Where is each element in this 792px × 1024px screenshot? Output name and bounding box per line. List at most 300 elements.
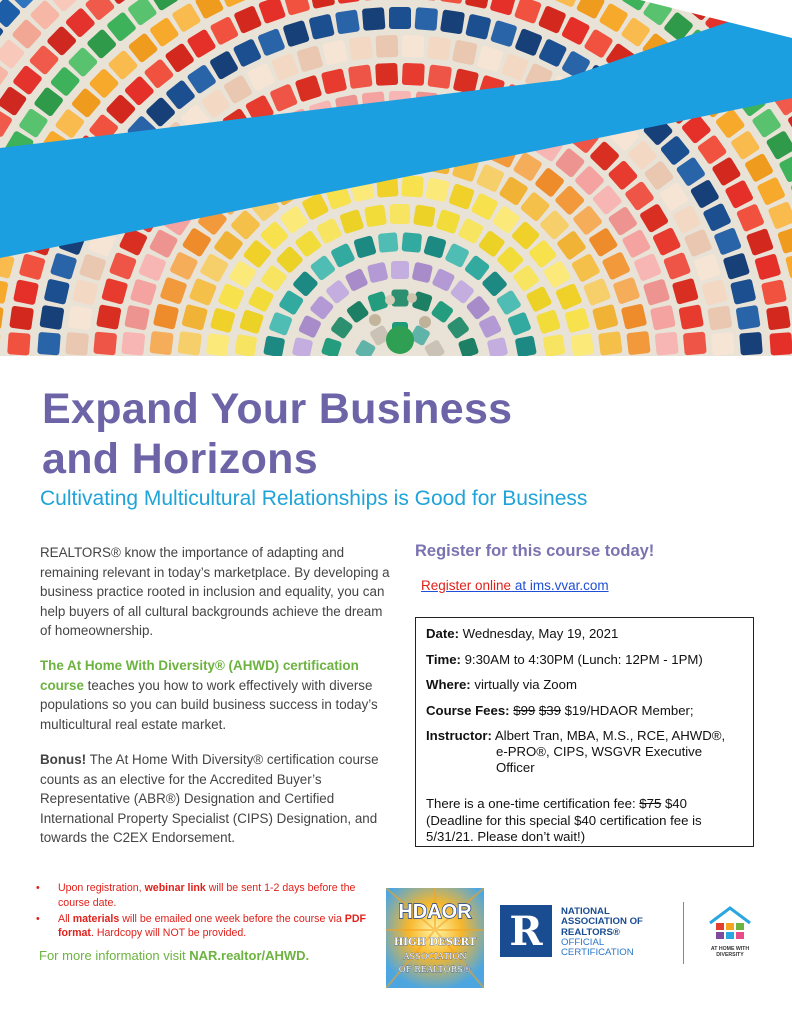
hero-mosaic-image [0,0,792,356]
ahwd-paragraph-text: teaches you how to work effectively with diverse populations so you can build business success in today’s multicultural real estate market. [40,677,378,732]
mosaic-tile [652,227,681,256]
mosaic-tile [282,20,309,47]
mosaic-tile [354,339,376,356]
mosaic-tile [13,279,39,305]
mosaic-tile [230,209,261,240]
mosaic-tile [177,331,202,356]
mosaic-tile [389,7,411,29]
mosaic-tile [325,279,350,304]
mosaic-tile [678,304,704,330]
mosaic-tile [413,204,436,227]
mosaic-tile [364,204,387,227]
mosaic-tile [18,108,49,139]
mosaic-tile [425,177,450,202]
bonus-text: The At Home With Diversity® certification course counts as an elective for the Accredited Buyer’s Representative (ABR®) Designation and Certified International Property Specialist (CIPS) Designation, and towards the C2EX Endorsement. [40,752,379,846]
mosaic-tile [128,32,159,63]
mosaic-tile [626,331,650,355]
mosaic-tile [766,306,791,331]
mosaic-tile [186,28,216,58]
mosaic-tile [730,279,756,305]
mosaic-tile [444,243,469,268]
mosaic-tile [436,209,461,234]
mosaic-tile [724,179,754,209]
mosaic-tile [476,164,505,193]
mosaic-tile [223,74,253,104]
mosaic-tile [362,0,385,1]
mosaic-tile [335,9,360,34]
hdaor-abbr: HDAOR [398,901,472,923]
mosaic-tile [514,0,542,24]
mosaic-tile [279,205,308,234]
mosaic-tile [263,335,285,356]
mosaic-tile [181,304,208,331]
more-info-line [39,948,309,963]
mosaic-tile [50,252,77,279]
more-info-link[interactable]: NAR.realtor/AHWD. [189,948,310,963]
register-link-url[interactable]: at ims.vvar.com [511,578,609,593]
mosaic-tile [554,185,585,216]
mosaic-tile [612,277,640,305]
mosaic-tile [744,153,774,183]
mosaic-tile [0,305,4,330]
mosaic-tile [19,253,46,280]
mosaic-tile [633,253,662,282]
mosaic-tile [296,45,323,72]
mosaic-tile [234,334,257,356]
mosaic-tile [643,278,670,305]
mosaic-tile [353,235,376,258]
bullet-text: will be sent 1-2 days before the course date. [58,882,356,909]
mosaic-tile [430,300,454,324]
mosaic-tile [491,205,520,234]
mosaic-tile [321,68,347,94]
mosaic-tile [701,279,728,306]
mosaic-tile [362,7,386,31]
mosaic-tile [210,307,236,333]
page-subtitle: Cultivating Multicultural Relationships is Good for Business [40,487,588,510]
mosaic-tile [423,235,446,258]
mosaic-tile [458,337,479,356]
mosaic-tile [258,0,286,24]
instructor-label: Instructor: [426,728,492,743]
mosaic-tile [44,279,70,305]
mosaic-tile [390,204,410,224]
mosaic-tile [149,331,173,355]
mosaic-tile [663,252,691,280]
mosaic-tile [496,246,524,274]
mosaic-tile [572,205,603,236]
bullet-text: Upon registration, [58,882,145,894]
mosaic-tile [768,201,792,230]
mosaic-tile [260,264,288,292]
at-home-with-diversity-logo [704,905,756,961]
time-row [426,652,743,668]
title-line-1: Expand Your Business [42,385,513,433]
mosaic-tile [330,316,354,340]
nar-official-certification-logo [500,905,672,961]
mosaic-tile [452,40,478,66]
bullet-text: . Hardcopy will NOT be provided. [90,927,247,940]
mosaic-tile [448,183,475,210]
mosaic-tile [507,312,532,337]
page-title [42,384,742,484]
mosaic-tile [0,278,8,304]
mosaic-pebble [385,295,395,305]
date-label: Date: [426,626,459,641]
mosaic-tile [481,270,508,297]
where-row [426,677,743,693]
mosaic-tile [349,36,373,60]
mosaic-tile [246,63,275,92]
mosaic-tile [702,203,731,232]
mosaic-tile [676,156,707,187]
date-value: Wednesday, May 19, 2021 [458,626,619,641]
time-label: Time: [426,651,461,667]
mosaic-tile [79,253,107,281]
mosaic-tile [39,305,64,330]
mosaic-tile [564,307,590,333]
mosaic-tile [9,306,34,331]
mosaic-tile [450,279,475,304]
mosaic-tile [608,206,639,237]
mosaic-tile [490,20,517,47]
mosaic-tile [309,295,334,320]
mosaic-tile [345,268,369,292]
mosaic-tile [130,278,157,305]
mosaic-tile [72,279,99,306]
mosaic-tile [639,203,669,233]
mosaic-tile [754,253,781,280]
intro-paragraph: REALTORS® know the importance of adapting and remaining relevant in today’s marketplace. By developing a business practice rooted in inclusion and equality, you can help buyers of all cultural backgrounds achieve the dream of homeownership. [40,545,390,639]
mosaic-tile [228,260,257,289]
ahwd-line-1: AT HOME WITH [710,946,750,952]
list-item [36,912,376,942]
mosaic-tile [269,83,298,112]
mosaic-tile [292,270,319,297]
mosaic-tile [739,332,763,356]
mosaic-tile [672,205,702,235]
mosaic-tile [322,40,348,66]
where-value: virtually via Zoom [470,677,577,692]
mosaic-tile [622,229,652,259]
mosaic-tile [401,232,422,253]
mosaic-tile [552,0,581,8]
mosaic-tile [496,290,522,316]
mosaic-tile [401,175,423,197]
mosaic-tile [65,332,89,356]
mosaic-tile [693,253,721,281]
mosaic-tile [298,315,322,339]
mosaic-tile [209,50,239,80]
nar-r-icon [500,905,552,957]
date-row [426,626,743,642]
house-icon [704,905,756,947]
register-heading: Register for this course today! [415,542,655,560]
hdaor-line-3: OF REALTORS® [398,965,472,975]
mosaic-tile [751,108,782,139]
mosaic-tile [513,152,543,182]
mosaic-tile [276,246,304,274]
fees-row [426,703,743,719]
mosaic-tile [189,278,218,307]
mosaic-tile [498,176,528,206]
mosaic-tile [713,227,742,256]
bullet-text: will be emailed one week before the course via [119,912,345,925]
mosaic-tile [683,332,707,356]
mosaic-tile [278,290,304,316]
mosaic-tile [195,0,225,20]
mosaic-tile [348,64,373,89]
mosaic-tile [424,339,446,356]
nar-line-4: OFFICIAL [561,936,605,948]
mosaic-tile [534,167,565,198]
mosaic-tile [7,332,30,355]
mosaic-tile [478,230,506,258]
mosaic-tile [431,268,455,292]
mosaic-tile [515,335,537,356]
mosaic-tile [476,45,503,72]
mosaic-tile [415,7,439,31]
mosaic-tile [539,209,570,240]
register-online-link[interactable] [421,578,609,593]
mosaic-tile [213,230,244,261]
mosaic-tile [186,64,217,95]
mosaic-tile [620,17,651,48]
mosaic-tile [723,252,750,279]
fee-current-price: $19/HDAOR Member; [560,702,694,718]
mosaic-tile [514,28,543,57]
mosaic-tile [576,0,606,20]
mosaic-tile [159,277,187,305]
mosaic-tile [427,64,452,89]
hdaor-logo [386,888,484,988]
mosaic-tile [217,283,245,311]
mosaic-tile [650,305,676,331]
mosaic-tile [440,9,465,34]
notes-list [36,881,376,942]
bullet-icon: • [36,912,40,925]
bonus-label: Bonus! [40,752,87,767]
mosaic-tile [209,16,239,46]
nar-r-letter: R [509,908,543,955]
mosaic-tile [570,333,594,356]
bullet-bold: PDF format [58,912,366,940]
mosaic-tile [414,0,437,1]
mosaic-tile [690,179,720,209]
mosaic-tile [655,332,679,356]
mosaic-tile [571,253,601,283]
time-value: 9:30AM to 4:30PM (Lunch: 12PM - 1PM) [460,651,703,667]
mosaic-tile [466,295,491,320]
cert-fee-old: $75 [639,796,662,811]
mosaic-tile [598,3,628,33]
mosaic-tile [402,63,425,86]
mosaic-tile [746,228,774,256]
mosaic-tile [149,229,179,259]
mosaic-tile [0,0,21,28]
mosaic-tile [684,229,713,258]
instructor-row [426,728,743,776]
mosaic-tile [769,332,792,355]
nar-line-2: ASSOCIATION OF [561,916,643,928]
nar-line-5: CERTIFICATION [561,947,634,959]
mosaic-tile [233,38,262,67]
mosaic-tile [589,141,620,172]
cert-deadline-text: (Deadline for this special $40 certification fee is 5/31/21. Please don’t wait!) [426,812,702,845]
mosaic-tile [592,304,619,331]
mosaic-tile [376,35,399,58]
mosaic-pebble [407,293,417,303]
register-link-red[interactable]: Register online [421,578,512,593]
mosaic-tile [478,315,502,339]
mosaic-tile [295,75,323,103]
mosaic-tile [309,14,335,40]
instructor-line-2: e-PRO®, CIPS, WSGVR Executive Officer [496,744,703,775]
certification-fee-note [426,796,743,846]
mosaic-tile [171,3,201,33]
bullet-icon: • [36,882,40,894]
mosaic-tile [93,332,117,356]
where-label: Where: [426,677,471,692]
title-line-2: and Horizons [42,435,318,483]
mosaic-pebble [386,326,414,354]
mosaic-tile [465,0,491,9]
mosaic-tile [561,16,591,46]
mosaic-tile [490,0,517,16]
mosaic-tile [697,134,728,165]
mosaic-tile [182,227,212,257]
mosaic-tile [239,309,264,334]
mosaic-tile [124,305,150,331]
mosaic-tile [339,209,364,234]
cert-fee-text: There is a one-time certification fee: [426,796,640,811]
mosaic-tile [583,278,612,307]
mosaic-tile [248,286,275,313]
mosaic-tile [68,305,93,330]
mosaic-tile [538,5,567,34]
bonus-paragraph [40,750,390,848]
mosaic-tile [520,191,551,222]
mosaic-tile [316,218,343,245]
mosaic-tile [219,0,248,8]
nar-line-1: NATIONAL [561,906,610,917]
mosaic-tile [412,262,434,284]
mosaic-tile [149,17,180,48]
mosaic-tile [464,255,491,282]
mosaic-tile [378,232,399,253]
mosaic-tile [761,279,787,305]
mosaic-tile [321,337,342,356]
mosaic-tile [556,230,587,261]
mosaic-tile [736,305,761,330]
mosaic-tile [107,49,138,80]
mosaic-tile [785,252,792,279]
mosaic-tile [538,38,567,67]
course-details-box [415,617,754,847]
nar-line-3: REALTORS® [561,926,620,938]
mosaic-tile [707,305,732,330]
mosaic-tile [598,331,623,356]
mosaic-tile [309,0,335,9]
mosaic-tile [336,0,361,4]
mosaic-tile [757,177,786,206]
fee-old-price-1: $99 [513,702,536,718]
mosaic-tile [346,300,370,324]
mosaic-tile [101,278,128,305]
mosaic-tile [624,181,655,212]
mosaic-tile [330,243,355,268]
mosaic-tile [310,255,337,282]
ahwd-paragraph [40,656,390,734]
ahwd-logo-text [700,946,760,958]
bullet-bold: webinar link [144,882,206,894]
bullet-bold: materials [72,912,120,925]
mosaic-tile [536,309,561,334]
more-info-text: For more information visit [39,948,190,963]
mosaic-tile [96,304,122,330]
mosaic-tile [659,182,689,212]
mosaic-tile [54,108,85,139]
mosaic-tile [766,130,792,160]
mosaic-tile [37,332,61,356]
fees-label: Course Fees: [426,702,510,718]
hdaor-line-1: HIGH DESERT [393,937,477,948]
mosaic-tile [164,43,195,74]
mosaic-tile [730,130,760,160]
mosaic-tile [206,333,230,356]
mosaic-tile [427,36,451,60]
mosaic-tile [402,35,425,58]
mosaic-tile [543,334,566,356]
mosaic-pebble [369,314,381,326]
ahwd-course-highlight: The At Home With Diversity® (AHWD) certification course [40,658,359,693]
mosaic-tile [465,14,491,40]
mosaic-tile [199,253,229,283]
mosaic-tile [446,316,470,340]
mosaic-tile [672,278,699,305]
mosaic-tile [233,5,262,34]
mosaic-tile [512,264,540,292]
mosaic-tile [169,251,198,280]
mosaic-tile [555,283,583,311]
mosaic-tile [711,332,735,356]
mosaic-tile [109,252,137,280]
mosaic-tile [471,192,499,220]
hdaor-line-2: ASSOCIATION [403,952,467,962]
mosaic-tile [583,28,613,58]
mosaic-tile [292,337,314,356]
mosaic-tile [391,261,409,279]
mosaic-tile [268,312,293,337]
mosaic-tile [294,230,322,258]
bullet-text: All [58,912,73,925]
mosaic-tile [257,28,286,57]
mosaic-tile [121,332,145,356]
mosaic-tile [543,260,572,289]
cert-fee-new: $40 [661,796,687,811]
mosaic-tile [588,227,618,257]
nar-logo-text [561,907,643,958]
mosaic-tile [487,337,509,356]
mosaic-tile [153,303,179,329]
mosaic-tile [607,160,638,191]
mosaic-pebble [419,316,431,328]
mosaic-tile [271,53,299,81]
mosaic-tile [457,218,484,245]
mosaic-tile [440,0,465,4]
mosaic-tile [711,156,741,186]
mosaic-tile [602,251,631,280]
